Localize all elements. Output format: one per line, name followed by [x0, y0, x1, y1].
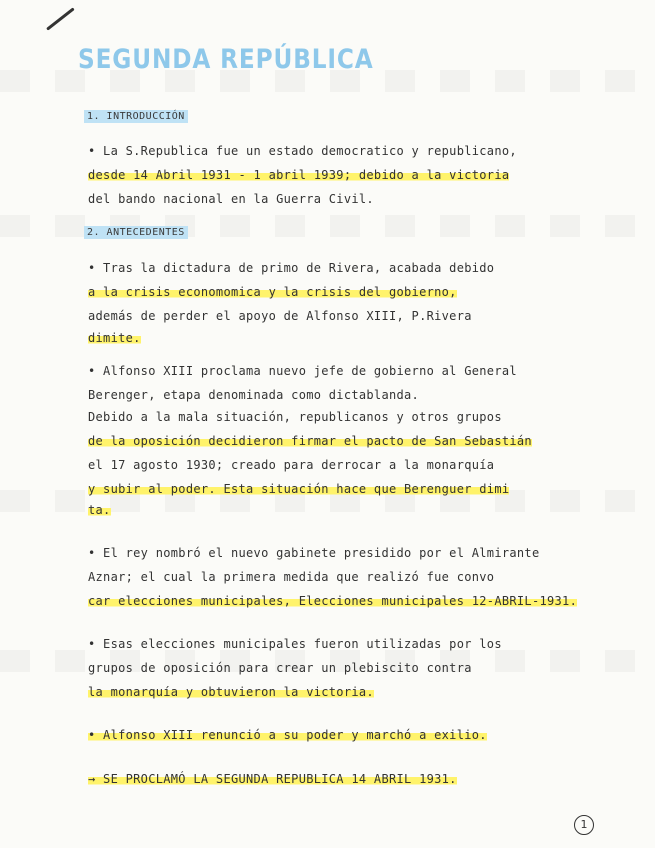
text-line: grupos de oposición para crear un plebiscito contra [88, 661, 472, 675]
highlighted-text: → SE PROCLAMÓ LA SEGUNDA REPUBLICA 14 ABRIL 1931. [88, 772, 457, 786]
page-title: SEGUNDA REPÚBLICA [78, 44, 374, 75]
text-line: • La S.Republica fue un estado democratico y republicano, [88, 144, 517, 158]
text-line [88, 503, 111, 517]
text-line: Debido a la mala situación, republicanos y otros grupos [88, 410, 502, 424]
text-line: del bando nacional en la Guerra Civil. [88, 192, 374, 206]
text-line [88, 685, 374, 699]
pen-stroke-mark [46, 7, 75, 30]
text-line [88, 168, 509, 182]
highlighted-text: • Alfonso XIII renunció a su poder y marchó a exilio. [88, 728, 487, 742]
text-line: además de perder el apoyo de Alfonso XIII, P.Rivera [88, 309, 472, 323]
text-line [88, 331, 141, 345]
highlighted-text: y subir al poder. Esta situación hace que Berenguer dimi [88, 482, 510, 496]
section-heading-antecedentes: 2. ANTECEDENTES [84, 226, 188, 239]
text-line [88, 482, 509, 496]
highlighted-text: a la crisis economomica y la crisis del gobierno, [88, 285, 457, 299]
highlighted-text: dimite. [88, 331, 141, 345]
text-line: el 17 agosto 1930; creado para derrocar a la monarquía [88, 458, 495, 472]
highlighted-text: car elecciones municipales, Elecciones municipales 12-ABRIL-1931. [88, 594, 578, 608]
text-line [88, 434, 532, 448]
text-line [88, 728, 487, 742]
text-line [88, 772, 457, 786]
highlighted-text: de la oposición decidieron firmar el pacto de San Sebastián [88, 434, 532, 448]
text-line: Berenger, etapa denominada como dictablanda. [88, 388, 420, 402]
text-line: • Tras la dictadura de primo de Rivera, acabada debido [88, 261, 495, 275]
text-line: • Alfonso XIII proclama nuevo jefe de gobierno al General [88, 364, 517, 378]
highlighted-text: la monarquía y obtuvieron la victoria. [88, 685, 374, 699]
text-line [88, 594, 577, 608]
text-line: • El rey nombró el nuevo gabinete presidido por el Almirante [88, 546, 540, 560]
text-line: • Esas elecciones municipales fueron utilizadas por los [88, 637, 502, 651]
highlighted-text: ta. [88, 503, 111, 517]
text-line: Aznar; el cual la primera medida que realizó fue convo [88, 570, 495, 584]
section-heading-introduccion: 1. INTRODUCCIÓN [84, 110, 188, 123]
text-line [88, 285, 457, 299]
highlighted-text: desde 14 Abril 1931 - 1 abril 1939; debido a la victoria [88, 168, 510, 182]
page-number: 1 [574, 815, 594, 835]
